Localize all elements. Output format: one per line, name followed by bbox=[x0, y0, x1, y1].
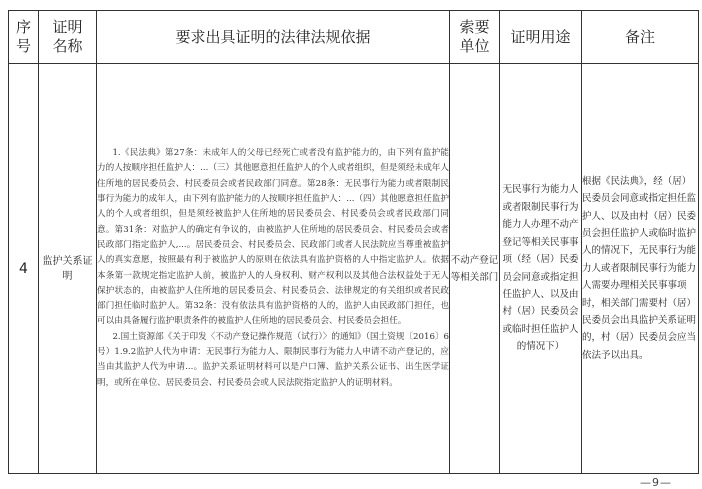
legal-basis bbox=[97, 64, 450, 474]
header-remark: 备注 bbox=[582, 11, 699, 64]
certificate-name: 监护关系证明 bbox=[39, 64, 97, 474]
legal-basis-paragraph-1: 1.《民法典》第27条：未成年人的父母已经死亡或者没有监护能力的，由下列有监护能力的人按顺序担任监护人：...（三）其他愿意担任监护人的个人或者组织，但是须经未成年人住所地的居民委员会、村民委员会或者民政部门同意。第28条：无民事行为能力或者限制民事行为能力的成年人，由下列有监护能力的人按顺序担任监护人：...（四）其他愿意担任监护人的个人或者组织，但是须经被监护人住所地的居民委员会、村民委员会或者民政部门同意。第31条：对监护人的确定有争议的，由被监护人住所地的居民委员会、村民委员会或者民政部门指定监护人,...。居民委员会、村民委员会、民政部门或者人民法院应当尊重被监护人的真实意愿，按照最有利于被监护人的原则在依法具有监护资格的人中指定监护人。依据本条第一款规定指定监护人前，被监护人的人身权利、财产权利以及其他合法权益处于无人保护状态的，由被监护人住所地的居民委员会、村民委员会、法律规定的有关组织或者民政部门担任临时监护人。第32条：没有依法具有监护资格的人的，监护人由民政部门担任，也可以由具备履行监护职责条件的被监护人住所地的居民委员会、村民委员会担任。 bbox=[97, 148, 449, 327]
remark: 根据《民法典》，经（居）民委员会同意或指定担任监护人、以及由村（居）民委员会担任监护人或临时监护人的情况下，无民事行为能力人或者限制民事行为能力人需要办理相关民事事项时，相关部门需要村（居）民委员会出具监护关系证明的，村（居）民委员会应当依法予以出具。 bbox=[582, 64, 699, 474]
row-number: 4 bbox=[9, 64, 39, 474]
certificate-table bbox=[8, 10, 699, 474]
header-basis: 要求出具证明的法律法规依据 bbox=[97, 11, 450, 64]
certificate-use: 无民事行为能力人或者限制民事行为能力人办理不动产登记等相关民事事项（经（居）民委员会同意或指定担任监护人、以及由村（居）民委员会或临时担任监护人的情况下） bbox=[500, 64, 582, 474]
header-row bbox=[9, 11, 699, 64]
legal-basis-paragraph-2: 2.国土资源部《关于印发〈不动产登记操作规范（试行）〉的通知》（国土资规〔2016〕6号）1.9.2监护人代为申请：无民事行为能力人、限制民事行为能力人申请不动产登记的，应当由其监护人代为申请...。监护关系证明材料可以是户口簿、监护关系公证书、出生医学证明，或所在单位、居民委员会、村民委员会或人民法院指定监护人的证明材料。 bbox=[97, 331, 449, 388]
header-unit: 索要单位 bbox=[450, 11, 500, 64]
header-no: 序号 bbox=[9, 11, 39, 64]
requesting-unit: 不动产登记等相关部门 bbox=[450, 64, 500, 474]
table-row bbox=[9, 64, 699, 474]
header-name: 证明名称 bbox=[39, 11, 97, 64]
page-number: —9— bbox=[640, 476, 672, 489]
header-use: 证明用途 bbox=[500, 11, 582, 64]
